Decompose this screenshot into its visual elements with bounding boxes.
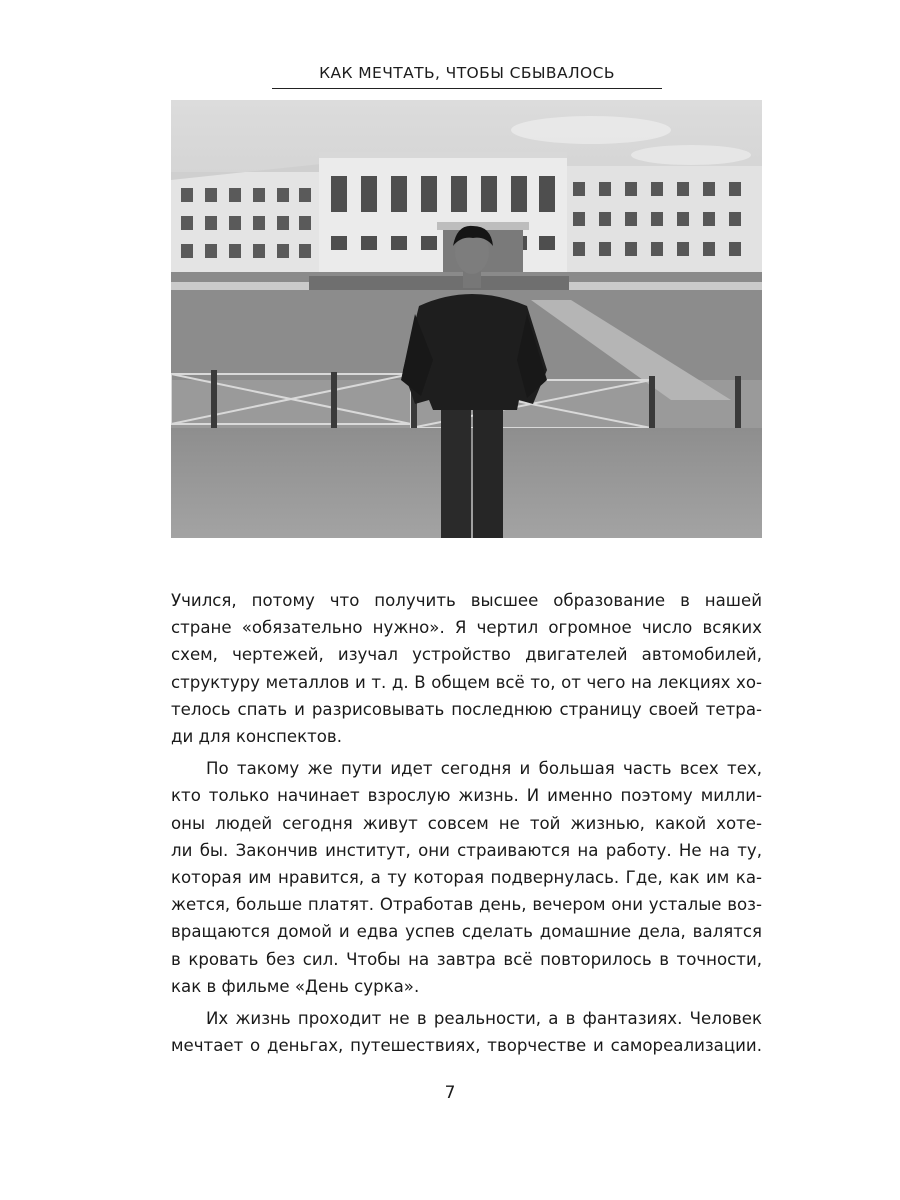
text-line: Учился, потому что получить высшее образование в нашей (171, 591, 762, 610)
text-line: По такому же пути идет сегодня и большая часть всех тех, (206, 759, 762, 779)
photo-school-building (171, 100, 762, 538)
text-line: Их жизнь проходит не в реальности, а в фантазиях. Человек (206, 1009, 762, 1029)
text-line: в кровать без сил. Чтобы на завтра всё повторилось в точности, (171, 949, 762, 969)
text-line: стране «обязательно нужно». Я чертил огромное число всяких (171, 618, 762, 638)
text-line: вращаются домой и едва успев сделать домашние дела, валятся (171, 922, 762, 942)
body-text (171, 587, 762, 1064)
paragraph-1 (171, 587, 762, 750)
text-line: ди для конспектов. (171, 727, 342, 747)
text-line: которая им нравится, а ту которая подвернулась. Где, как им ка- (171, 868, 762, 888)
text-line: оны людей сегодня живут совсем не той жизнью, какой хоте- (171, 813, 762, 833)
paragraph-3 (171, 1005, 762, 1059)
text-line: жется, больше платят. Отработав день, вечером они усталые воз- (171, 895, 762, 915)
text-line: ли бы. Закончив институт, они страиваются на работу. Не на ту, (171, 840, 762, 860)
running-head: КАК МЕЧТАТЬ, ЧТОБЫ СБЫВАЛОСЬ (319, 64, 615, 82)
page-number: 7 (444, 1083, 456, 1103)
text-line: телось спать и разрисовывать последнюю страницу своей тетра- (171, 699, 762, 719)
text-line: мечтает о деньгах, путешествиях, творчестве и самореализации. (171, 1036, 762, 1056)
text-line: схем, чертежей, изучал устройство двигателей автомобилей, (171, 645, 762, 665)
text-line: кто только начинает взрослую жизнь. И именно поэтому милли- (171, 786, 762, 806)
header-rule (272, 88, 662, 89)
text-line: как в фильме «День сурка». (171, 976, 420, 996)
text-line: структуру металлов и т. д. В общем всё то, от чего на лекциях хо- (171, 672, 762, 692)
paragraph-2 (171, 755, 762, 1000)
